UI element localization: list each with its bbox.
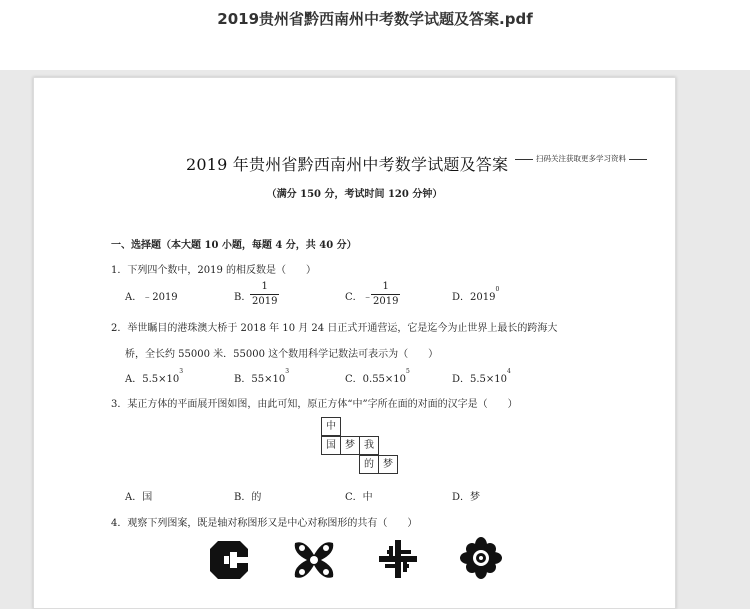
net-cell-zhong: 中 — [321, 417, 341, 436]
qr-side-note — [512, 153, 650, 164]
q1-option-b-fraction — [250, 282, 279, 307]
q2-line1: 2．举世瞩目的港珠澳大桥于 2018 年 10 月 24 日正式开通营运，它是迄今为止世界上最长的跨海大 — [111, 323, 558, 334]
section-heading: 一、选择题（本大题 10 小题，每题 4 分，共 40 分） — [111, 240, 357, 251]
q1-stem: 1．下列四个数中，2019 的相反数是（ ） — [111, 265, 316, 276]
logo-figure-3 — [377, 538, 419, 580]
document-title: 2019 年贵州省黔西南州中考数学试题及答案 — [186, 155, 509, 174]
q1-option-b-label: B． — [234, 292, 252, 303]
q3-stem: 3．某正方体的平面展开图如图，由此可知，原正方体“中”字所在面的对面的汉字是（ ） — [111, 399, 518, 410]
q1-b-denominator: 2019 — [252, 296, 278, 307]
q2-a-exponent: 3 — [179, 368, 184, 375]
side-note-text: 扫码关注获取更多学习资料 — [536, 154, 626, 163]
q2-b-base: B．55×10 — [234, 374, 286, 385]
q4-stem: 4．观察下列图案，既是轴对称图形又是中心对称图形的共有（ ） — [111, 518, 418, 529]
q1-b-numerator: 1 — [261, 281, 268, 292]
net-cell-guo: 国 — [321, 436, 341, 455]
net-cell-meng: 梦 — [340, 436, 360, 455]
q3-option-a: A．国 — [125, 492, 153, 503]
net-cell-meng-2: 梦 — [378, 455, 398, 474]
logo-figure-2 — [291, 537, 337, 583]
q3-option-d: D．梦 — [452, 492, 481, 503]
document-page[interactable] — [33, 77, 676, 609]
q1-c-numerator: 1 — [382, 281, 389, 292]
dash-right — [629, 159, 647, 160]
q1-c-denominator: 2019 — [373, 296, 399, 307]
dash-left — [515, 159, 533, 160]
q2-option-d — [452, 370, 511, 385]
q1-option-c-fraction — [371, 282, 400, 307]
q2-option-a — [125, 370, 183, 385]
logo-figure-1 — [208, 539, 250, 581]
q2-b-exponent: 3 — [285, 368, 290, 375]
file-title: 2019贵州省黔西南州中考数学试题及答案.pdf — [217, 10, 533, 28]
q2-d-exponent: 4 — [507, 368, 511, 375]
q1-d-exponent: 0 — [495, 286, 500, 293]
q3-option-b: B．的 — [234, 492, 262, 503]
q1-option-d — [452, 288, 499, 303]
q2-c-exponent: 5 — [406, 368, 410, 375]
q3-option-c: C．中 — [345, 492, 373, 503]
q2-line2: 桥，全长约 55000 米．55000 这个数用科学记数法可表示为（ ） — [125, 349, 439, 360]
logo-figure-4 — [459, 536, 503, 580]
q2-d-base: D．5.5×10 — [452, 374, 508, 385]
q1-option-a: A．﹣2019 — [125, 292, 178, 303]
exam-subtitle: （满分 150 分，考试时间 120 分钟） — [266, 189, 443, 200]
q2-a-base: A．5.5×10 — [125, 374, 180, 385]
q1-d-base: D．2019 — [452, 292, 496, 303]
q2-c-base: C．0.55×10 — [345, 374, 407, 385]
net-cell-de: 的 — [359, 455, 379, 474]
net-cell-wo: 我 — [359, 436, 379, 455]
q2-option-c — [345, 370, 410, 385]
q1-option-c-label: C．﹣ — [345, 292, 373, 303]
viewer-top-bar — [0, 0, 750, 70]
q2-option-b — [234, 370, 289, 385]
